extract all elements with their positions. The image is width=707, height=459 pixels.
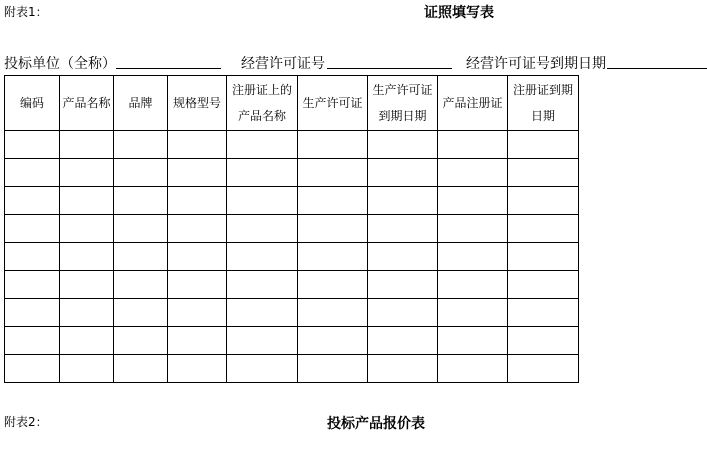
appendix-2-label: 附表2： <box>4 415 48 429</box>
table-cell[interactable] <box>114 327 168 355</box>
table-cell[interactable] <box>5 131 60 159</box>
table-cell[interactable] <box>298 215 368 243</box>
column-header <box>168 76 227 131</box>
table-cell[interactable] <box>227 187 298 215</box>
table-cell[interactable] <box>168 243 227 271</box>
table-row <box>5 327 579 355</box>
table-cell[interactable] <box>114 271 168 299</box>
column-header-text: 产品名称 <box>237 109 286 123</box>
table-cell[interactable] <box>298 271 368 299</box>
table-row <box>5 187 579 215</box>
table-row <box>5 131 579 159</box>
table-cell[interactable] <box>438 215 508 243</box>
column-header <box>368 76 438 131</box>
table-cell[interactable] <box>298 299 368 327</box>
table-cell[interactable] <box>508 243 579 271</box>
table-cell[interactable] <box>368 299 438 327</box>
table-cell[interactable] <box>508 215 579 243</box>
table-cell[interactable] <box>438 243 508 271</box>
table-cell[interactable] <box>60 271 114 299</box>
license-no-field[interactable] <box>327 68 452 69</box>
table-cell[interactable] <box>438 159 508 187</box>
table-cell[interactable] <box>5 215 60 243</box>
table-cell[interactable] <box>168 159 227 187</box>
table-cell[interactable] <box>438 131 508 159</box>
column-header-text: 生产许可证 <box>372 83 433 97</box>
table-cell[interactable] <box>298 131 368 159</box>
table-cell[interactable] <box>114 355 168 383</box>
table-cell[interactable] <box>5 327 60 355</box>
table-cell[interactable] <box>168 271 227 299</box>
column-header <box>227 76 298 131</box>
column-header <box>114 76 168 131</box>
table-cell[interactable] <box>227 299 298 327</box>
table-cell[interactable] <box>368 327 438 355</box>
table-cell[interactable] <box>5 271 60 299</box>
quote-table-title: 投标产品报价表 <box>327 416 425 432</box>
table-cell[interactable] <box>168 355 227 383</box>
table-row <box>5 271 579 299</box>
table-cell[interactable] <box>60 131 114 159</box>
table-cell[interactable] <box>227 243 298 271</box>
table-cell[interactable] <box>227 327 298 355</box>
column-header-text: 注册证上的 <box>231 83 292 97</box>
column-header-text: 产品注册证 <box>442 96 503 110</box>
table-cell[interactable] <box>114 299 168 327</box>
table-cell[interactable] <box>5 187 60 215</box>
table-cell[interactable] <box>508 327 579 355</box>
table-cell[interactable] <box>227 355 298 383</box>
table-cell[interactable] <box>60 299 114 327</box>
certificate-table <box>4 75 579 383</box>
table-cell[interactable] <box>5 243 60 271</box>
column-header-text: 日期 <box>530 109 555 123</box>
table-cell[interactable] <box>508 355 579 383</box>
table-row <box>5 243 579 271</box>
column-header-text: 注册证到期 <box>512 83 573 97</box>
table-cell[interactable] <box>298 327 368 355</box>
table-cell[interactable] <box>368 243 438 271</box>
bidder-field[interactable] <box>116 68 221 69</box>
table-cell[interactable] <box>298 355 368 383</box>
column-header <box>60 76 114 131</box>
table-header-row <box>5 76 579 131</box>
table-cell[interactable] <box>168 187 227 215</box>
table-cell[interactable] <box>438 271 508 299</box>
column-header <box>298 76 368 131</box>
table-cell[interactable] <box>508 131 579 159</box>
table-cell[interactable] <box>368 215 438 243</box>
appendix-1-label: 附表1： <box>4 5 48 19</box>
column-header-text: 产品名称 <box>62 96 111 110</box>
table-cell[interactable] <box>60 327 114 355</box>
table-cell[interactable] <box>368 159 438 187</box>
bidder-label: 投标单位（全称） <box>4 56 116 72</box>
table-cell[interactable] <box>168 327 227 355</box>
table-cell[interactable] <box>114 131 168 159</box>
table-cell[interactable] <box>298 187 368 215</box>
table-cell[interactable] <box>508 159 579 187</box>
license-expiry-label: 经营许可证号到期日期 <box>466 56 606 72</box>
table-cell[interactable] <box>508 271 579 299</box>
table-cell[interactable] <box>227 159 298 187</box>
table-cell[interactable] <box>227 131 298 159</box>
table-cell[interactable] <box>227 215 298 243</box>
table-cell[interactable] <box>298 243 368 271</box>
table-cell[interactable] <box>368 271 438 299</box>
table-cell[interactable] <box>508 299 579 327</box>
table-cell[interactable] <box>60 243 114 271</box>
table-cell[interactable] <box>114 159 168 187</box>
column-header-text: 品牌 <box>128 96 153 110</box>
table-cell[interactable] <box>438 327 508 355</box>
table-cell[interactable] <box>368 355 438 383</box>
column-header <box>438 76 508 131</box>
column-header-text: 到期日期 <box>378 109 427 123</box>
table-cell[interactable] <box>60 355 114 383</box>
table-cell[interactable] <box>368 187 438 215</box>
table-row <box>5 299 579 327</box>
column-header-text: 编码 <box>19 96 44 110</box>
table-cell[interactable] <box>60 159 114 187</box>
table-cell[interactable] <box>368 131 438 159</box>
license-no-label: 经营许可证号 <box>241 56 325 72</box>
column-header-text: 规格型号 <box>172 96 221 110</box>
table-row <box>5 355 579 383</box>
table-row <box>5 159 579 187</box>
table-cell[interactable] <box>438 355 508 383</box>
table-cell[interactable] <box>168 131 227 159</box>
table-cell[interactable] <box>298 159 368 187</box>
table-cell[interactable] <box>5 159 60 187</box>
table-cell[interactable] <box>438 299 508 327</box>
column-header <box>508 76 579 131</box>
column-header <box>5 76 60 131</box>
table-cell[interactable] <box>227 271 298 299</box>
table-cell[interactable] <box>168 299 227 327</box>
table-cell[interactable] <box>114 215 168 243</box>
column-header-text: 生产许可证 <box>302 96 363 110</box>
license-expiry-field[interactable] <box>607 68 707 69</box>
table-cell[interactable] <box>5 355 60 383</box>
table-cell[interactable] <box>5 299 60 327</box>
table-cell[interactable] <box>60 215 114 243</box>
table-row <box>5 215 579 243</box>
table-cell[interactable] <box>114 243 168 271</box>
form-title: 证照填写表 <box>424 5 494 21</box>
table-cell[interactable] <box>168 215 227 243</box>
table-cell[interactable] <box>60 187 114 215</box>
table-cell[interactable] <box>438 187 508 215</box>
table-cell[interactable] <box>114 187 168 215</box>
table-cell[interactable] <box>508 187 579 215</box>
